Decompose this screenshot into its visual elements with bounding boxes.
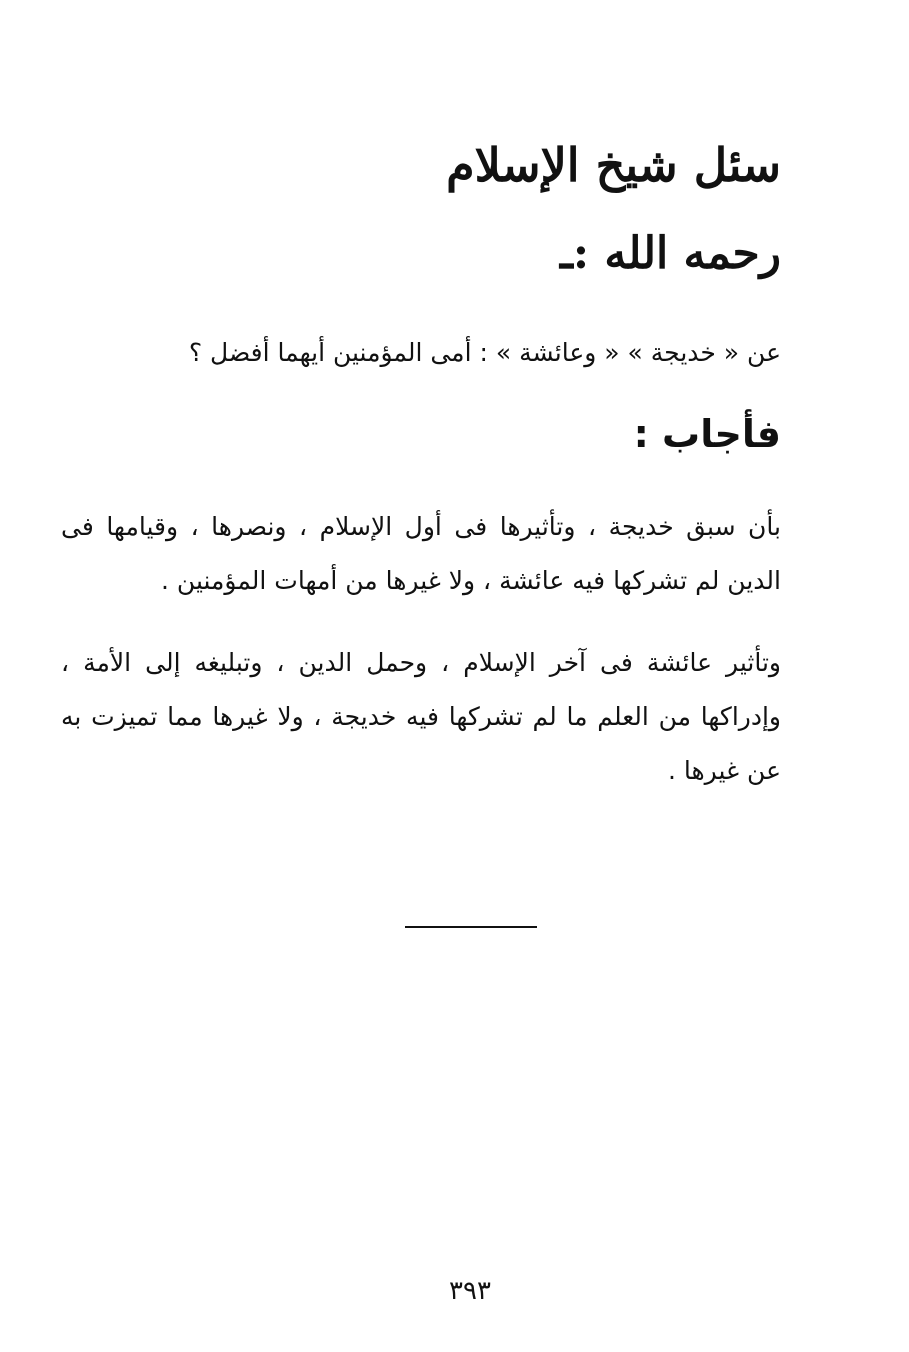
answer-paragraph-1: بأن سبق خديجة ، وتأثيرها فى أول الإسلام ، ونصرها ، وقيامها فى الدين لم تشركها فيه عائشة ، ولا غيرها من أمهات المؤمنين . [61,512,781,595]
page-subtitle: رحمه الله :ـ [559,228,781,279]
page-number: ٣٩٣ [449,1276,491,1306]
answer-paragraph-2: وتأثير عائشة فى آخر الإسلام ، وحمل الدين ، وتبليغه إلى الأمة ، وإدراكها من العلم ما لم تشركها فيه خديجة ، ولا غيرها مما تميزت به عن غيرها . [61,648,781,785]
question-text: عن « خديجة » « وعائشة » : أمى المؤمنين أيهما أفضل ؟ [188,338,781,367]
page-title: سئل شيخ الإسلام [446,138,781,192]
answer-heading: فأجاب : [633,412,781,456]
section-divider [405,926,537,928]
